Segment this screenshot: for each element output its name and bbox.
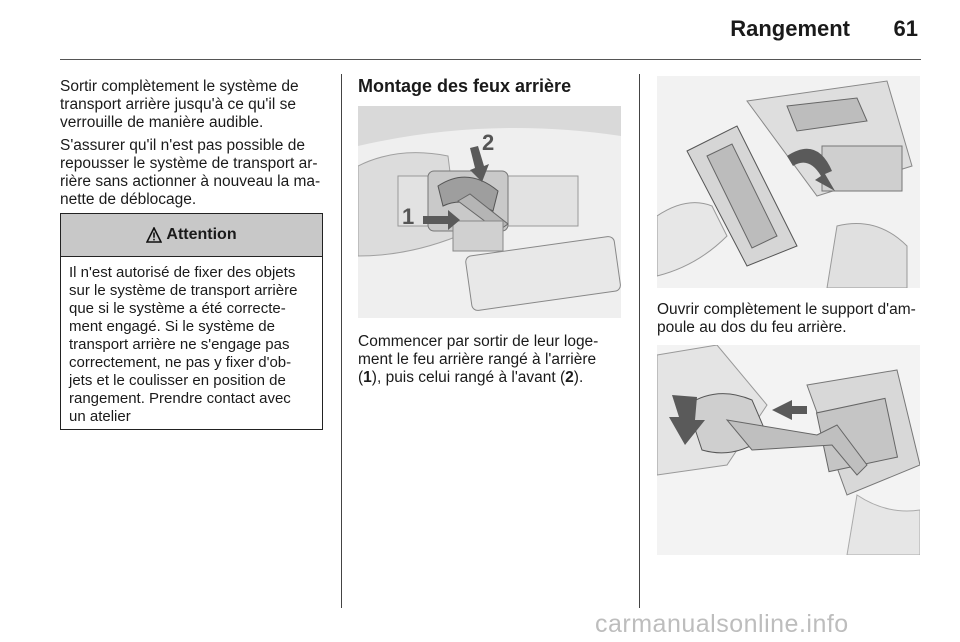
text-line	[358, 369, 583, 386]
lamp-holder-drawing	[657, 76, 920, 288]
text-line: rangement. Prendre contact avec	[69, 390, 291, 407]
text-line: un atelier	[69, 408, 131, 425]
text-line: repousser le système de transport ar-	[60, 155, 318, 172]
attention-box	[60, 213, 323, 430]
attention-header	[61, 214, 322, 257]
section-title: Montage des feux arrière	[358, 76, 572, 96]
text-line: Ouvrir complètement le support d'am-	[657, 301, 916, 318]
check-paragraph	[60, 137, 320, 209]
text-line: ment le feu arrière rangé à l'arrière	[358, 351, 597, 368]
attention-text	[61, 257, 322, 426]
attention-title: Attention	[166, 226, 237, 243]
caption-paren-open: (	[358, 369, 364, 386]
text-line: nette de déblocage.	[60, 191, 197, 208]
text-line: rière sans actionner à nouveau la ma-	[60, 173, 321, 190]
intro-paragraph	[60, 78, 299, 132]
text-line: sur le système de transport arrière	[69, 282, 298, 299]
text-line: Sortir complètement le système de	[60, 78, 299, 95]
caption-middle-text: ), puis celui rangé à l'avant (	[371, 369, 566, 386]
text-line: transport arrière ne s'engage pas	[69, 336, 290, 353]
column-divider-left	[341, 74, 342, 608]
text-line: que si le système a été correcte-	[69, 300, 286, 317]
header-rule	[60, 59, 921, 60]
figure-callout-2: 2	[482, 130, 495, 155]
column-divider-right	[639, 74, 640, 608]
figure-callout-1: 1	[402, 204, 415, 229]
caption-paren-close: ).	[573, 369, 584, 386]
tail-light-drawing	[358, 106, 621, 318]
text-line: ment engagé. Si le système de	[69, 318, 275, 335]
middle-caption	[358, 333, 598, 387]
lamp-holder-opening-illustration	[657, 76, 920, 288]
text-line: Il n'est autorisé de fixer des objets	[69, 264, 296, 281]
text-line: jets et le coulisser en position de	[69, 372, 286, 389]
tail-light-removal-illustration	[358, 106, 621, 318]
page-title: Rangement	[730, 16, 850, 41]
caption-ref-2: 2	[565, 369, 574, 386]
bulb-holder-drawing	[657, 345, 920, 555]
caption-ref-1: 1	[363, 369, 372, 386]
watermark: carmanualsonline.info	[595, 610, 849, 638]
text-line: Commencer par sortir de leur loge-	[358, 333, 599, 350]
text-line: poule au dos du feu arrière.	[657, 319, 847, 336]
text-line: S'assurer qu'il n'est pas possible de	[60, 137, 305, 154]
text-line: transport arrière jusqu'à ce qu'il se	[60, 96, 296, 113]
text-line: correctement, ne pas y fixer d'ob-	[69, 354, 292, 371]
page-number: 61	[893, 16, 918, 41]
bulb-holder-illustration	[657, 345, 920, 555]
warning-icon	[146, 227, 162, 243]
text-line: verrouille de manière audible.	[60, 114, 264, 131]
right-caption	[657, 301, 916, 337]
